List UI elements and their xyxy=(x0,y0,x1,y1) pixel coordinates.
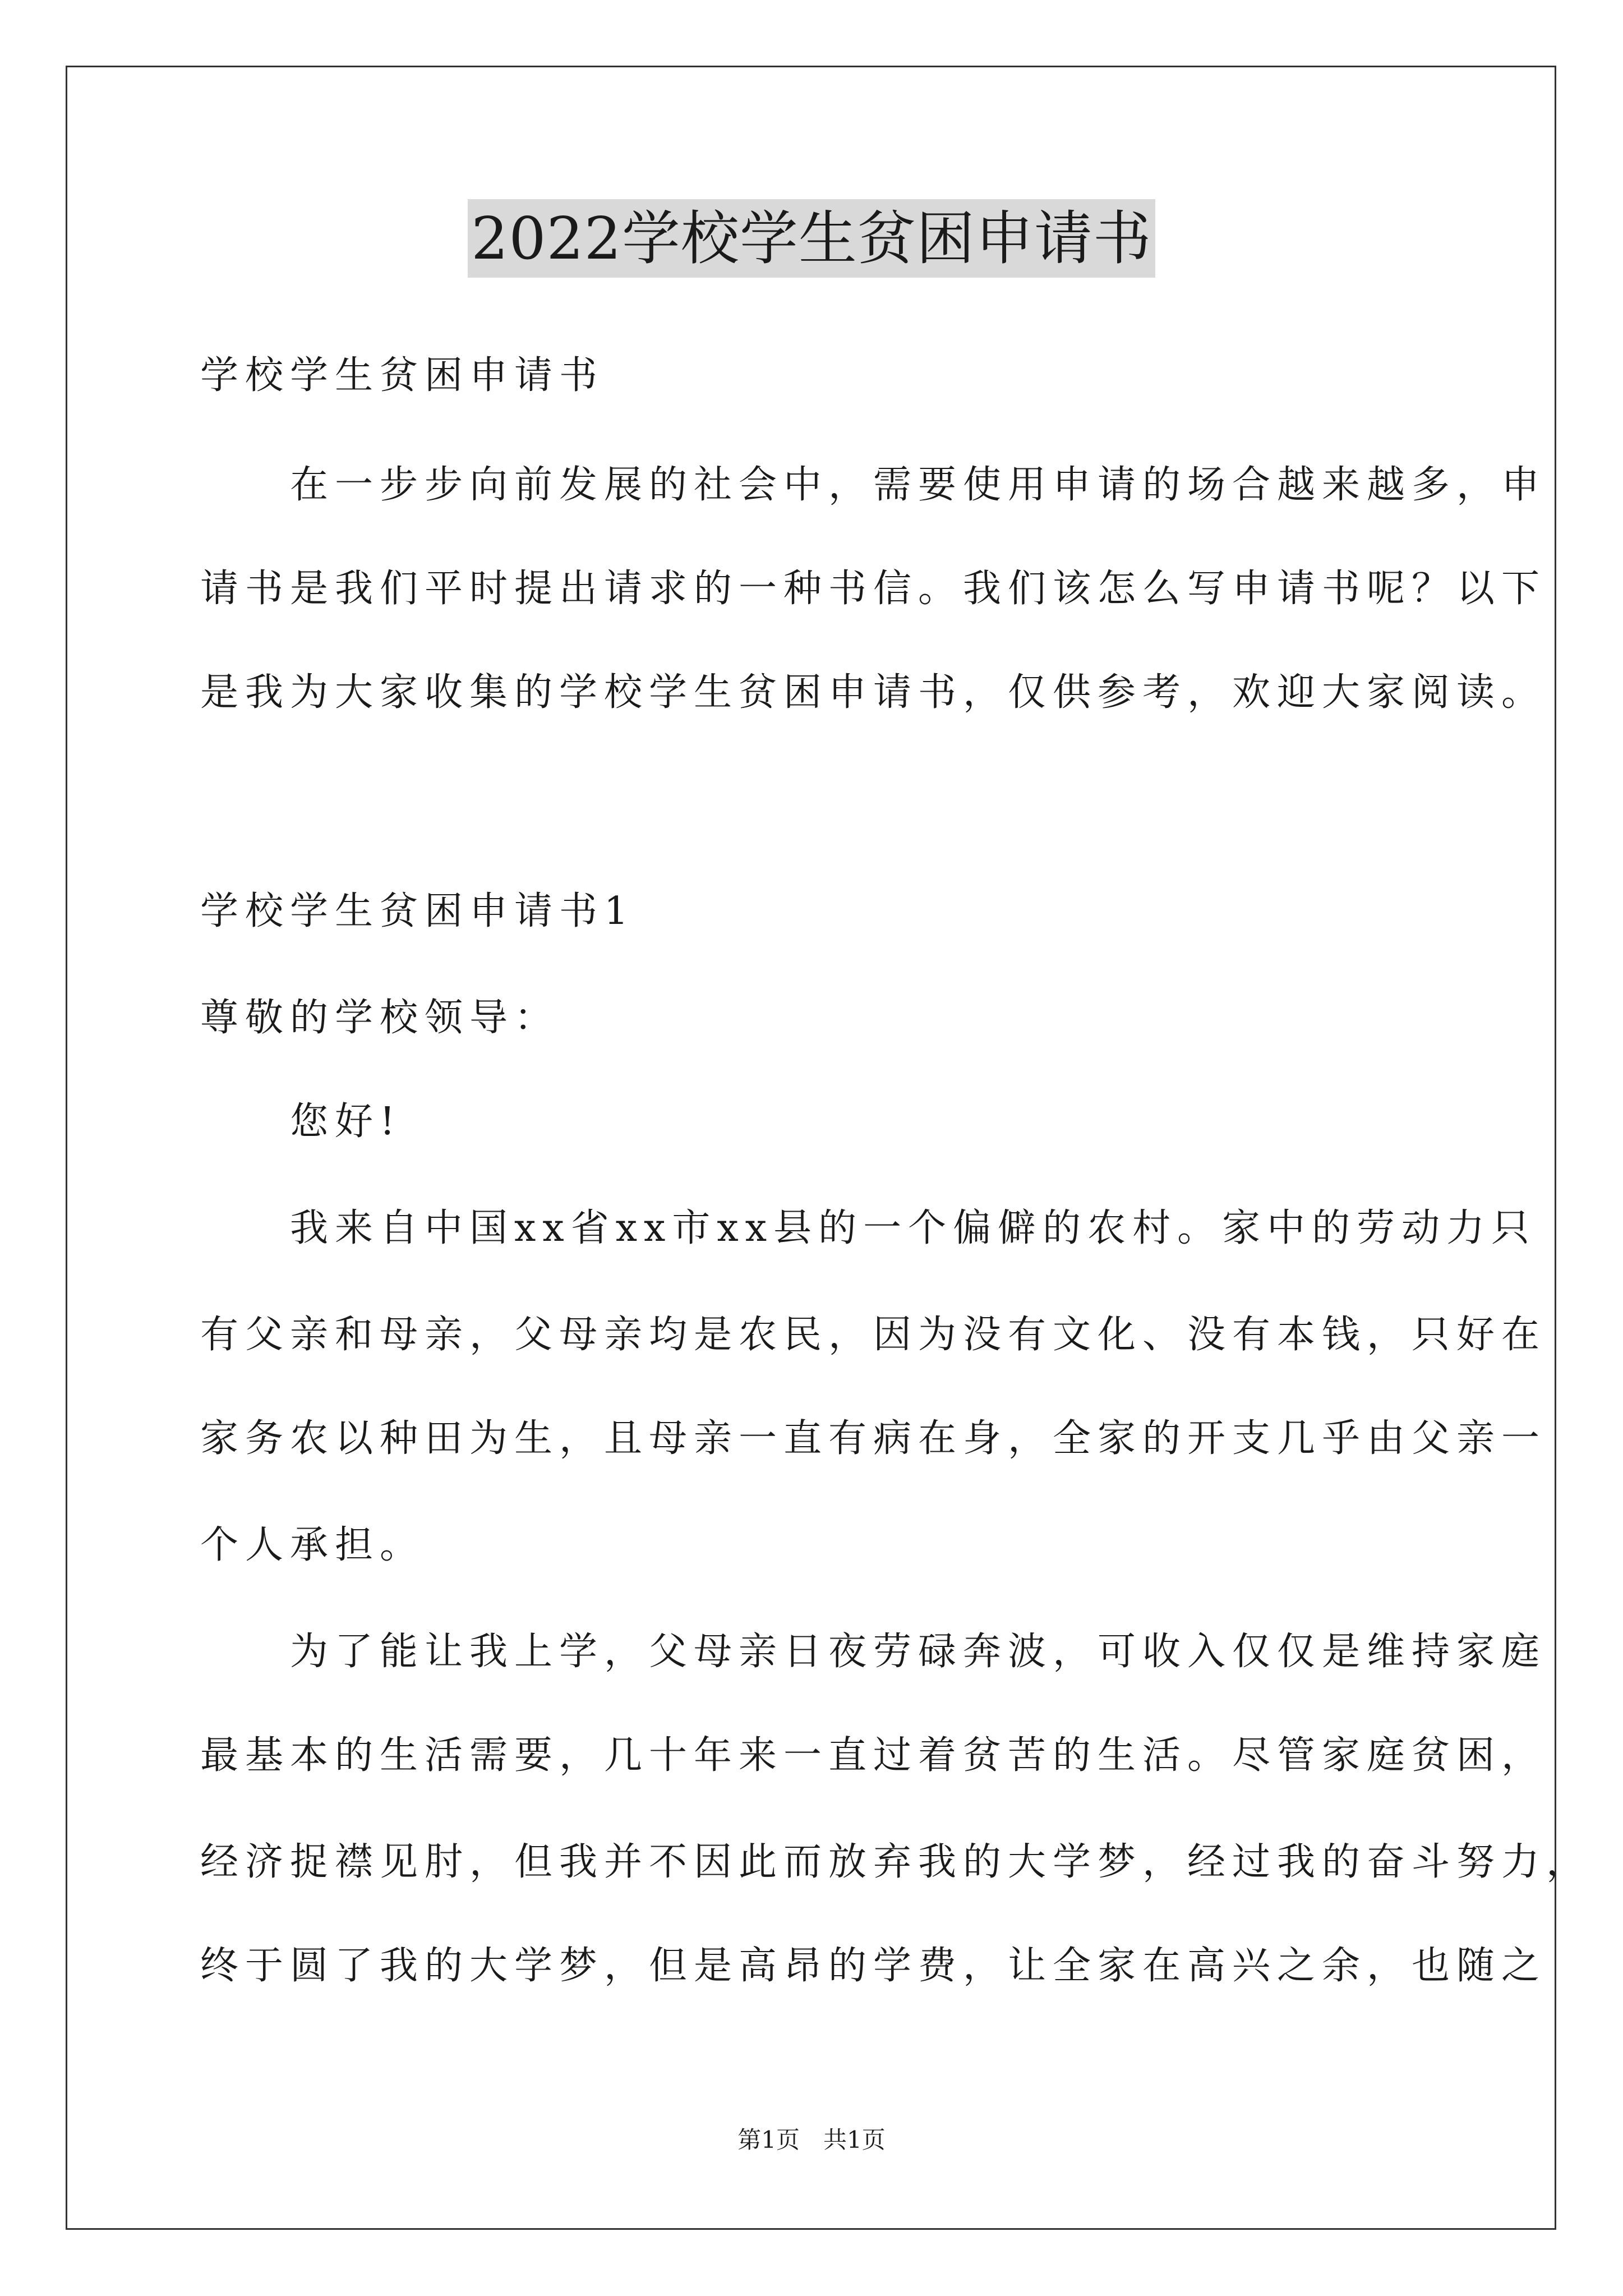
section-heading: 学校学生贫困申请书1 xyxy=(200,889,635,933)
title-container xyxy=(0,199,1623,278)
body-line: 最基本的生活需要，几十年来一直过着贫苦的生活。尽管家庭贫困， xyxy=(200,1733,1547,1778)
subtitle-line: 学校学生贫困申请书 xyxy=(200,353,605,398)
body-line: 家务农以种田为生，且母亲一直有病在身，全家的开支几乎由父亲一 xyxy=(200,1416,1547,1461)
body-line: 为了能让我上学，父母亲日夜劳碌奔波，可收入仅仅是维持家庭 xyxy=(200,1630,1547,1674)
body-line: 有父亲和母亲，父母亲均是农民，因为没有文化、没有本钱，只好在 xyxy=(200,1313,1547,1357)
body-line: 经济捉襟见肘，但我并不因此而放弃我的大学梦，经过我的奋斗努力， xyxy=(200,1840,1592,1884)
body-line: 个人承担。 xyxy=(200,1523,425,1567)
body-line: 请书是我们平时提出请求的一种书信。我们该怎么写申请书呢？以下 xyxy=(200,567,1547,611)
greeting: 您好! xyxy=(200,1099,402,1144)
body-line: 终于圆了我的大学梦，但是高昂的学费，让全家在高兴之余，也随之 xyxy=(200,1944,1547,1988)
salutation: 尊敬的学校领导： xyxy=(200,996,560,1040)
document-title: 2022学校学生贫困申请书 xyxy=(468,199,1155,278)
body-line: 是我为大家收集的学校学生贫困申请书，仅供参考，欢迎大家阅读。 xyxy=(200,670,1547,715)
body-line: 我来自中国xx省xx市xx县的一个偏僻的农村。家中的劳动力只 xyxy=(200,1206,1537,1250)
page-number-footer: 第1页 共1页 xyxy=(737,2126,886,2154)
body-line: 在一步步向前发展的社会中，需要使用申请的场合越来越多，申 xyxy=(200,463,1547,507)
